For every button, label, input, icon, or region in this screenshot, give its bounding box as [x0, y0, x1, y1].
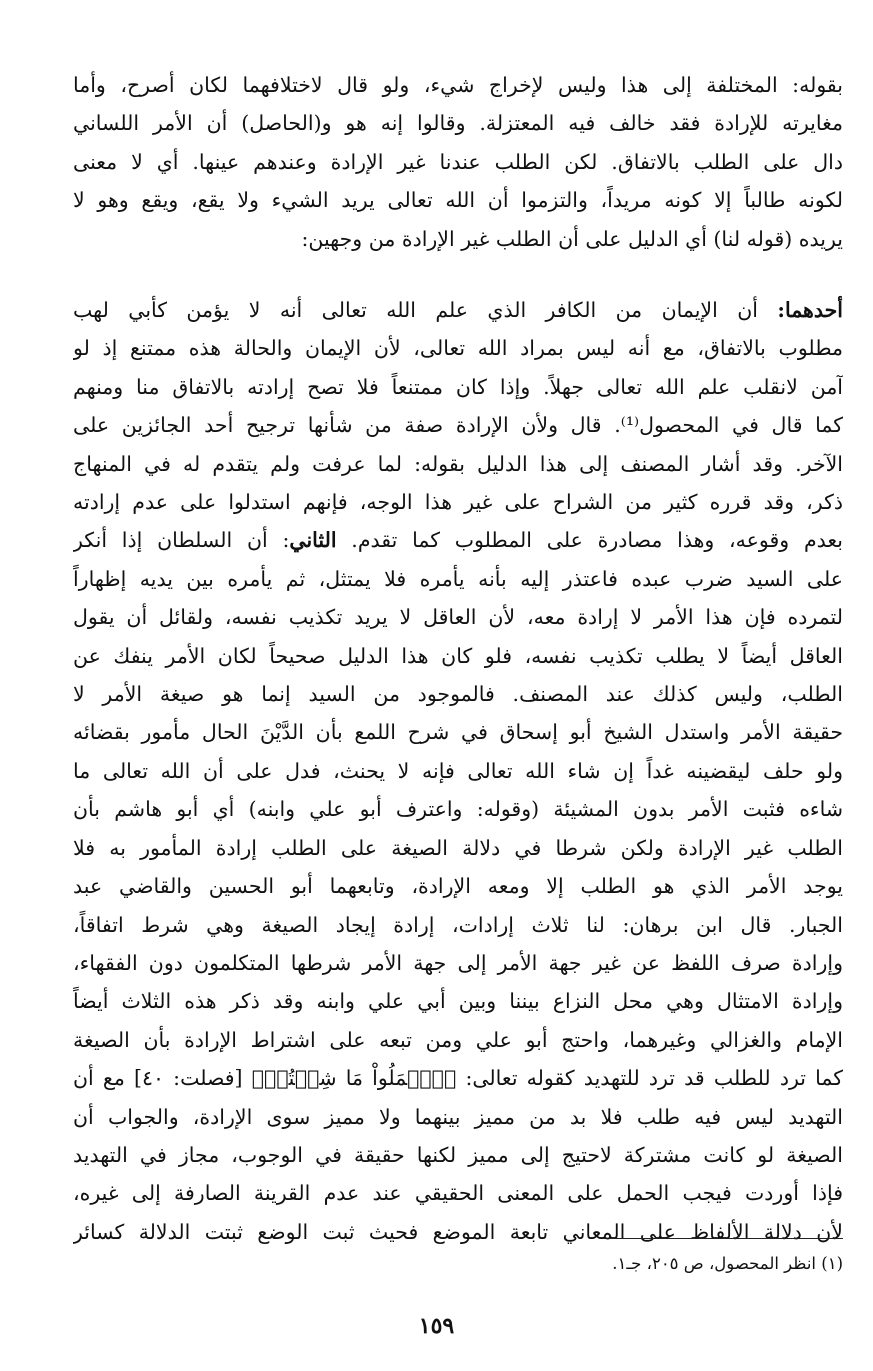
text-line: التهديد ليس فيه طلب فلا بد من مميز بينهما ولا مميز سوى الإرادة، والجواب أن [73, 1104, 843, 1129]
footnote: (١) انظر المحصول، ص ٢٠٥، جـ١. [612, 1254, 843, 1273]
text-line: لأن دلالة الألفاظ على المعاني تابعة الموضع فحيث ثبت الوضع ثبتت الدلالة كسائر [73, 1219, 843, 1244]
text-line: بقوله: المختلفة إلى هذا وليس لإخراج شيء، ولو قال لاختلافهما لكان أصرح، وأما [73, 73, 843, 97]
page-number: ١٥٩ [418, 1313, 455, 1339]
text-line: حقيقة الأمر واستدل الشيخ أبو إسحاق في شرح اللمع بأن الدَّيْنَ الحال مأمور بقضائه [73, 720, 843, 745]
text-line: لكونه طالباً إلا كونه مريداً، والتزموا أن الله تعالى يريد الشيء ولا يقع، ويقع وهو لا [73, 188, 843, 213]
text-line: على السيد ضرب عبده فاعتذر إليه بأنه يأمره فلا يمتثل، ثم يأمره بين يديه إظهاراً [73, 566, 843, 591]
text-line: دال على الطلب بالاتفاق. لكن الطلب عندنا غير الإرادة وعندهم عينها. أي لا معنى [73, 149, 843, 174]
text-line: فإذا أوردت فيجب الحمل على المعنى الحقيقي عند عدم القرينة الصارفة إلى غيره، [73, 1181, 843, 1206]
text-line: وإرادة الامتثال وهي محل النزاع بيننا وبين أبي علي وابنه وقد ذكر هذه الثلاث أيضاً [73, 989, 843, 1014]
text-line: ولو حلف ليقضينه غداً إن شاء الله تعالى فإنه لا يحنث، فدل على أن الله تعالى ما [73, 758, 843, 783]
text-line: شاءه فثبت الأمر بدون المشيئة (وقوله: واعترف أبو علي وابنه) أي أبو هاشم بأن [73, 797, 843, 822]
text-line: الصيغة لو كانت مشتركة لاحتيج إلى مميز لكنها حقيقة في الوجوب، مجاز في التهديد [73, 1142, 843, 1167]
text-segment: بعدم وقوعه، وهذا مصادرة على المطلوب كما تقدم. [336, 528, 843, 553]
text-line: كما ترد للطلب قد ترد للتهديد كقوله تعالى: ﴿ٱعۡمَلُواْ مَا شِئۡتُمۡ﴾ [فصلت: ٤٠] مع أن [73, 1066, 843, 1091]
text-line: آمن لانقلب علم الله تعالى جهلاً. وإذا كان ممتنعاً فلا تصح إرادته بالاتفاق منا ومنهم [73, 374, 843, 399]
text-line: يريده (قوله لنا) أي الدليل على أن الطلب غير الإرادة من وجهين: [301, 226, 843, 251]
text-segment: : أن السلطان إذا أنكر [73, 528, 290, 553]
text-line: الإمام والغزالي وغيرهما، واحتج أبو علي ومن تبعه على اشتراط الإرادة بأن الصيغة [73, 1027, 843, 1052]
text-line: وإرادة صرف اللفظ عن غير جهة الأمر إلى جهة الأمر شرطها المتكلمون دون الفقهاء، [73, 950, 843, 975]
text-line: مغايرته للإرادة فقد خالف فيه المعتزلة. وقالوا إنه هو و(الحاصل) أن الأمر اللساني [73, 111, 843, 136]
text-line: الجبار. قال ابن برهان: لنا ثلاث إرادات، إرادة إيجاد الصيغة وهي شرط اتفاقاً، [73, 912, 843, 937]
text-line: الطلب، وليس كذلك عند المصنف. فالموجود من السيد إنما هو صيغة الأمر لا [73, 682, 843, 707]
paragraph-1 [73, 66, 843, 258]
text-line: يوجد الأمر الذي هو الطلب إلا ومعه الإرادة، وتابعهما أبو الحسين والقاضي عبد [73, 874, 843, 899]
text-line: كما قال في المحصول⁽¹⁾. قال ولأن الإرادة صفة من شأنها ترجيح أحد الجائزين على [73, 413, 843, 438]
footnote-divider [603, 1238, 843, 1239]
text-line: الطلب غير الإرادة ولكن شرطا في دلالة الصيغة على الطلب إرادة المأمور به فلا [73, 835, 843, 860]
text-line [73, 521, 843, 559]
text-line: الآخر. وقد أشار المصنف إلى هذا الدليل بقوله: لما عرفت ولم يتقدم له في المنهاج [73, 451, 843, 476]
text-line: ذكر، وقد قرره كثير من الشراح على غير هذا الوجه، فإنهم استدلوا على عدم إرادته [73, 490, 843, 515]
second-heading: الثاني [289, 528, 337, 553]
text-line: مطلوب بالاتفاق، مع أنه ليس بمراد الله تعالى، لأن الإيمان والحالة هذه ممتنع إذ لو [73, 336, 843, 361]
text-line: لتمرده فإن هذا الأمر لا إرادة معه، لأن العاقل لا يريد تكذيب نفسه، ولقائل أن يقول [73, 605, 843, 630]
text-line [73, 291, 843, 329]
paragraph-2 [73, 291, 843, 1251]
lead-word: أحدهما: [777, 298, 843, 322]
text-line: العاقل أيضاً لا يطلب تكذيب نفسه، فلو كان هذا الدليل صحيحاً لكان الأمر ينفك عن [73, 643, 843, 668]
text-segment: أن الإيمان من الكافر الذي علم الله تعالى أنه لا يؤمن كأبي لهب [73, 298, 778, 322]
